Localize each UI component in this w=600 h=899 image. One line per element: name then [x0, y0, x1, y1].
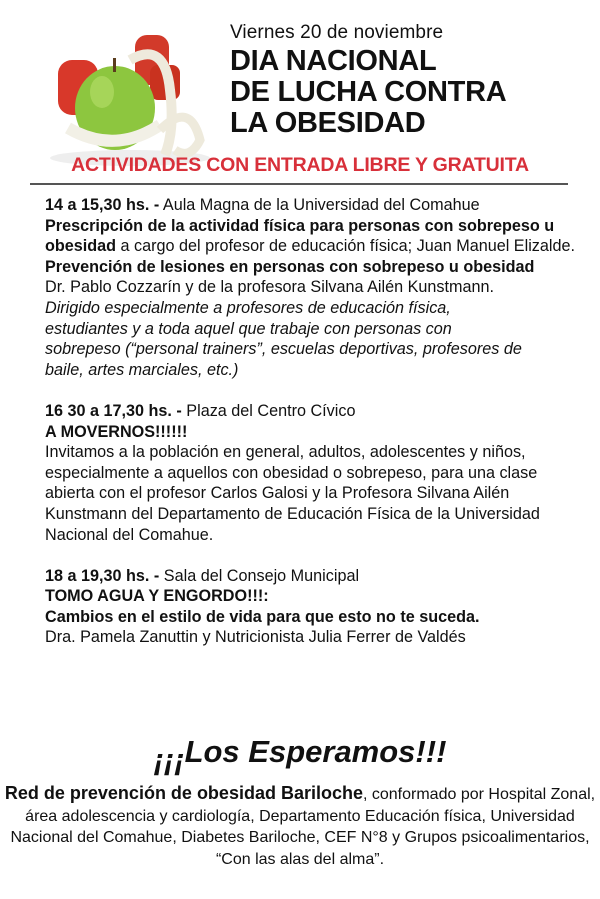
divider	[30, 183, 568, 185]
event-time: 14 a 15,30 hs. -	[45, 196, 160, 214]
event-place: Plaza del Centro Cívico	[181, 401, 356, 420]
event-speakers: Dra. Pamela Zanuttin y Nutricionista Julia Ferrer de Valdés	[45, 628, 466, 647]
talk-speakers: Dr. Pablo Cozzarín y de la profesora Silvana Ailén Kunstmann.	[45, 278, 494, 297]
event-3	[45, 566, 590, 648]
event-time: 16 30 a 17,30 hs. -	[45, 401, 182, 420]
header	[230, 22, 506, 139]
event-time: 18 a 19,30 hs. -	[45, 566, 160, 585]
organizers-credits	[0, 783, 600, 870]
talk-title: Prescripción de la actividad física para personas con sobrepeso u obesidad	[45, 216, 555, 256]
event-date: Viernes 20 de noviembre	[230, 22, 444, 43]
page-title: DIA NACIONAL DE LUCHA CONTRA LA OBESIDAD	[230, 45, 507, 139]
event-place: Aula Magna de la Universidad del Comahue	[159, 196, 480, 214]
event-list	[45, 195, 590, 669]
event-subtitle: Cambios en el estilo de vida para que esto no te suceda.	[45, 607, 480, 626]
event-2	[45, 401, 590, 545]
talk-title: Prevención de lesiones en personas con sobrepeso u obesidad	[45, 257, 535, 276]
closing-message: ¡¡¡Los Esperamos!!!	[153, 734, 447, 777]
event-title: A MOVERNOS!!!!!!	[45, 422, 188, 441]
apple-measuring-tape-image	[40, 30, 220, 170]
free-entry-banner: ACTIVIDADES CON ENTRADA LIBRE Y GRATUITA	[71, 154, 529, 176]
event-1	[45, 195, 590, 380]
audience-note: Dirigido especialmente a profesores de educación física, estudiantes y a toda aquel que trabaje con personas con sobrepeso (“personal trainers”, escuelas deportivas, profesores de baile, artes marciales, etc.)	[45, 298, 522, 379]
talk-description: a cargo del profesor de educación física; Juan Manuel Elizalde.	[116, 237, 575, 256]
event-title: TOMO AGUA Y ENGORDO!!!:	[45, 587, 269, 606]
event-description: Invitamos a la población en general, adultos, adolescentes y niños, especialmente a aquellos con obesidad o sobrepeso, para una clase abierta con el profesor Carlos Galosi y la Profesora Silvana Ailén Kunstmann del Departamento de Educación Física de la Universidad Nacional del Comahue.	[45, 443, 540, 544]
event-place: Sala del Consejo Municipal	[159, 566, 360, 585]
network-members: , conformado por Hospital Zonal, área adolescencia y cardiología, Departamento Educación física, Universidad Nacional del Comahue, Diabetes Bariloche, CEF N°8 y Grupos psicoalimentarios, “Con las alas del alma”.	[10, 786, 596, 868]
network-name: Red de prevención de obesidad Bariloche	[4, 783, 363, 803]
